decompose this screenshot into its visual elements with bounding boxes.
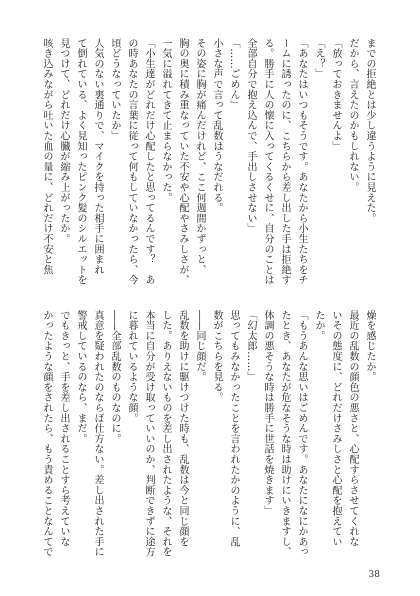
text-line: 「え？」 [313,38,324,80]
text-line: 人気のない裏通りで、マイクを持った相手に囲まれ [92,38,103,275]
text-line: 「小生達がどれだけ心配したと思ってるんです？ あ [143,38,154,286]
page-number: 38 [368,570,380,580]
text-line: かったような顔をされたら、もう責めることなんてで [41,310,52,558]
text-line: でもきっと、手を差し出されることすら考えていな [58,310,69,547]
text-line: 小さな声で言って乱数はうなだれる。 [211,38,222,214]
text-line: 「あなたはいつもそうです。あなたから小生たちをチ [296,38,307,286]
text-line: 体調の悪そうな時は勝手に世話を焼きます」 [262,310,273,516]
text-line: 真意を疑われたのならば仕方ない。差し出された手に [92,310,103,558]
text-line: だから、言えたのかもしれない。 [347,38,358,193]
text-line: たか。 [313,310,324,341]
text-line: 数がこちらを見る。 [211,310,222,403]
text-block-lower [41,310,378,568]
text-line: 一気に溢れてきて止まらなかった。 [160,38,171,203]
text-line: までの拒絶とは少し違うように見えた。 [364,38,375,224]
text-line: 乱数を助けに駆けつけた時も、乱数は今と同じ顔を [177,310,188,547]
text-line: 警戒しているのなら、まだ。 [75,310,86,444]
text-line: ――同じ顔だ。 [194,310,205,383]
text-line: の時あなたの言葉に従って何もしていなかったら、今 [126,38,137,286]
text-line: 全部自分で抱え込んで、手出しさせない」 [245,38,256,234]
text-line: 思ってもみなかったことを言われたかのように、乱 [228,310,239,547]
text-line: 「放っておきませんよ」 [330,38,341,152]
text-line: 「もうあんな思いはごめんです。あなたになにかあっ [296,310,307,558]
text-line: 燥を感じたか。 [364,310,375,383]
text-line: て倒れている、よく見知ったピンク髪のシルエットを [75,38,86,286]
text-line: 最近の乱数の顔色の悪さと、心配すらさせてくれな [347,310,358,547]
text-line: 胸の奥に積み重なっていた不安や心配やさみしさが、 [177,38,188,286]
text-line: る。勝手に人の懐に入ってくるくせに、自分のことは [262,38,273,286]
text-line: 「幻太郎……」 [245,310,256,383]
text-line: いその態度に、どれだけさみしさと心配を抱えてい [330,310,341,547]
text-line: ームに誘ったのに、こちらから差し出した手は拒絶す [279,38,290,286]
text-line: 見つけて、どれだけ心臓が縮み上がったか。 [58,38,69,244]
text-line: ――全部乱数のものなのに。 [109,310,120,444]
text-line: 咳き込みながら吐いた血の量に、どれだけ不安と焦 [41,38,52,275]
text-line: 「……ごめん」 [228,38,239,111]
text-line: 頃どうなっていたか」 [109,38,120,141]
text-line: した。ありえないものを差し出されたような、それを [160,310,171,558]
text-line: 本当に自分が受け取っていいのか、判断できずに途方 [143,310,154,558]
text-block-upper [41,38,378,296]
text-line: その姿に胸が痛んだけれど、ここ何週間かずっと、 [194,38,205,275]
text-line: たとき、あなたが危なそうな時は助けにいきますし、 [279,310,290,558]
text-line: に暮れているような顔。 [126,310,137,424]
